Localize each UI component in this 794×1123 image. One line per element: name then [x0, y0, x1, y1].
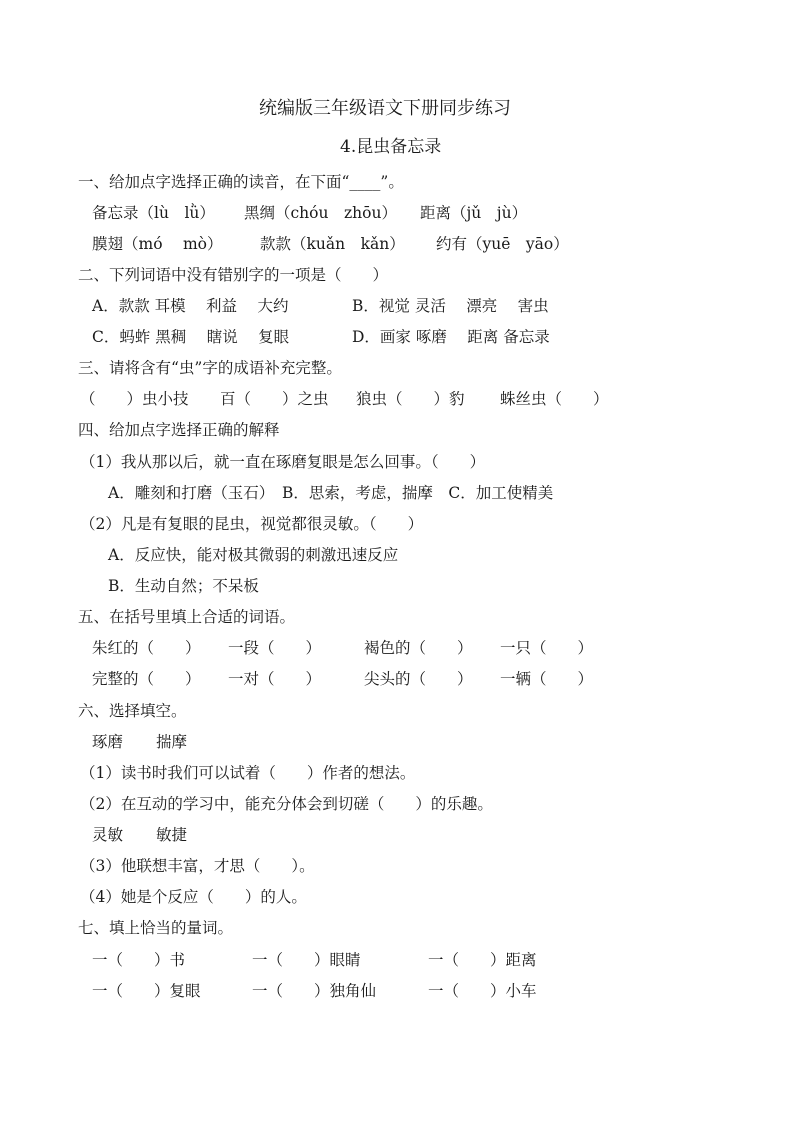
s4-question-2: （2）凡是有复眼的昆虫，视觉都很灵敏。（ ）: [80, 515, 424, 533]
s7-item: 一（ ）独角仙: [252, 982, 377, 1000]
page-title: 统编版三年级语文下册同步练习: [259, 98, 511, 119]
s3-item: 蛛丝虫（ ）: [500, 390, 609, 408]
s5-item: 尖头的（ ）: [364, 670, 473, 688]
section-1-heading: 一、给加点字选择正确的读音，在下面“____”。: [78, 173, 404, 191]
s4-q2-option-b: B．生动自然；不呆板: [108, 577, 259, 595]
section-6-heading: 六、选择填空。: [78, 702, 187, 720]
s5-item: 一只（ ）: [500, 639, 594, 657]
s2-option: D．画家 啄磨 距离 备忘录: [352, 328, 550, 346]
s4-q1-options: A．雕刻和打磨（玉石） B．思索，考虑，揣摩 C．加工使精美: [108, 484, 554, 502]
s2-option: A．款款 耳模 利益 大约: [92, 297, 289, 315]
lesson-title: 4.昆虫备忘录: [340, 137, 442, 157]
section-4-heading: 四、给加点字选择正确的解释: [78, 421, 280, 439]
word-choice: 敏捷: [156, 826, 188, 844]
s1-item: 款款（kuǎn kǎn）: [260, 235, 405, 253]
section-7-heading: 七、填上恰当的量词。: [78, 919, 234, 937]
word-choice: 揣摩: [156, 733, 188, 751]
section-2-heading: 二、下列词语中没有错别字的一项是（ ）: [78, 266, 389, 284]
word-choice: 灵敏: [92, 826, 124, 844]
s5-item: 一对（ ）: [228, 670, 322, 688]
s3-item: （ ）虫小技: [80, 390, 189, 408]
s4-q2-option-a: A．反应快，能对极其微弱的刺激迅速反应: [108, 546, 399, 564]
section-3-heading: 三、请将含有“虫”字的成语补充完整。: [78, 359, 342, 377]
s1-item: 约有（yuē yāo）: [436, 235, 569, 253]
s6-question-4: （4）她是个反应（ ）的人。: [80, 888, 307, 906]
s4-question-1: （1）我从那以后，就一直在琢磨复眼是怎么回事。（ ）: [80, 453, 486, 471]
s1-item: 黑绸（chóu zhōu）: [244, 204, 397, 222]
s6-question-3: （3）他联想丰富，才思（ ）。: [80, 857, 315, 875]
section-5-heading: 五、在括号里填上合适的词语。: [78, 608, 296, 626]
s7-item: 一（ ）眼睛: [252, 951, 361, 969]
s2-option: C．蚂蚱 黑稠 瞎说 复眼: [92, 328, 290, 346]
s6-question-2: （2）在互动的学习中，能充分体会到切磋（ ）的乐趣。: [80, 795, 493, 813]
s1-item: 备忘录（lù lǜ）: [92, 204, 215, 222]
s7-item: 一（ ）距离: [428, 951, 537, 969]
word-choice: 琢磨: [92, 733, 124, 751]
s2-option: B．视觉 灵活 漂亮 害虫: [352, 297, 549, 315]
s5-item: 朱红的（ ）: [92, 639, 201, 657]
s3-item: 狼虫（ ）豹: [356, 390, 465, 408]
s6-question-1: （1）读书时我们可以试着（ ）作者的想法。: [80, 764, 416, 782]
s5-item: 完整的（ ）: [92, 670, 201, 688]
s5-item: 一辆（ ）: [500, 670, 594, 688]
s5-item: 褐色的（ ）: [364, 639, 473, 657]
s7-item: 一（ ）复眼: [92, 982, 201, 1000]
s5-item: 一段（ ）: [228, 639, 322, 657]
s3-item: 百（ ）之虫: [220, 390, 329, 408]
s7-item: 一（ ）书: [92, 951, 186, 969]
s1-item: 距离（jǔ jù）: [420, 204, 528, 222]
s7-item: 一（ ）小车: [428, 982, 537, 1000]
s1-item: 膜翅（mó mò）: [92, 235, 223, 253]
